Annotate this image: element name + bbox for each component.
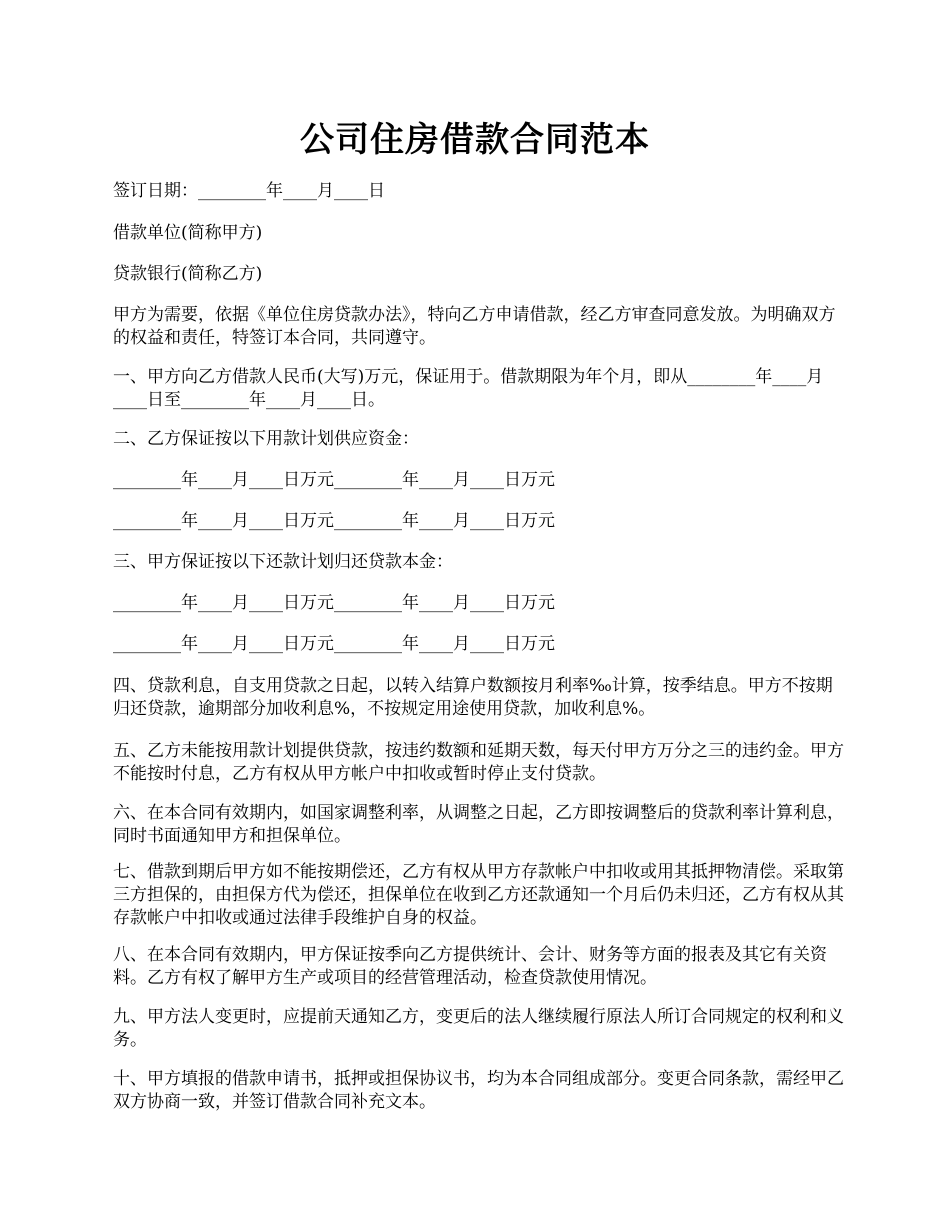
preamble-paragraph: 甲方为需要，依据《单位住房贷款办法》，特向乙方申请借款，经乙方审查同意发放。为明确双方的权益和责任，特签订本合同，共同遵守。 — [113, 305, 836, 348]
supply-plan-row-1: ________年____月____日万元________年____月____日万元 — [113, 470, 555, 490]
borrower-line: 借款单位(简称甲方) — [113, 223, 263, 243]
clause-9: 九、甲方法人变更时，应提前天通知乙方，变更后的法人继续履行原法人所订合同规定的权利和义务。 — [113, 1007, 844, 1050]
clause-5: 五、乙方未能按用款计划提供贷款，按违约数额和延期天数，每天付甲方万分之三的违约金。甲方不能按时付息，乙方有权从甲方帐户中扣收或暂时停止支付贷款。 — [113, 741, 844, 784]
signing-date: 签订日期：________年____月____日 — [113, 181, 385, 201]
clause-4: 四、贷款利息，自支用贷款之日起，以转入结算户数额按月利率‰计算，按季结息。甲方不按期归还贷款，逾期部分加收利息%，不按规定用途使用贷款，加收利息%。 — [113, 676, 833, 719]
clause-2-heading: 二、乙方保证按以下用款计划供应资金： — [113, 429, 419, 449]
clause-3-heading: 三、甲方保证按以下还款计划归还贷款本金： — [113, 552, 453, 572]
clause-7: 七、借款到期后甲方如不能按期偿还，乙方有权从甲方存款帐户中扣收或用其抵押物清偿。采取第三方担保的，由担保方代为偿还，担保单位在收到乙方还款通知一个月后仍未归还，乙方有权从其存款帐户中扣收或通过法律手段维护自身的权益。 — [113, 862, 844, 928]
clause-1: 一、甲方向乙方借款人民币(大写)万元，保证用于。借款期限为年个月，即从________年____月____日至________年____月____日。 — [113, 367, 824, 410]
clause-8: 八、在本合同有效期内，甲方保证按季向乙方提供统计、会计、财务等方面的报表及其它有关资料。乙方有权了解甲方生产或项目的经营管理活动，检查贷款使用情况。 — [113, 945, 827, 988]
repay-plan-row-1: ________年____月____日万元________年____月____日万元 — [113, 593, 555, 613]
supply-plan-row-2: ________年____月____日万元________年____月____日万元 — [113, 511, 555, 531]
clause-6: 六、在本合同有效期内，如国家调整利率，从调整之日起，乙方即按调整后的贷款利率计算利息，同时书面通知甲方和担保单位。 — [113, 803, 844, 846]
lender-line: 贷款银行(简称乙方) — [113, 264, 263, 284]
document-title: 公司住房借款合同范本 — [300, 120, 650, 160]
clause-10: 十、甲方填报的借款申请书，抵押或担保协议书，均为本合同组成部分。变更合同条款，需经甲乙双方协商一致，并签订借款合同补充文本。 — [113, 1069, 844, 1112]
repay-plan-row-2: ________年____月____日万元________年____月____日万元 — [113, 634, 555, 654]
